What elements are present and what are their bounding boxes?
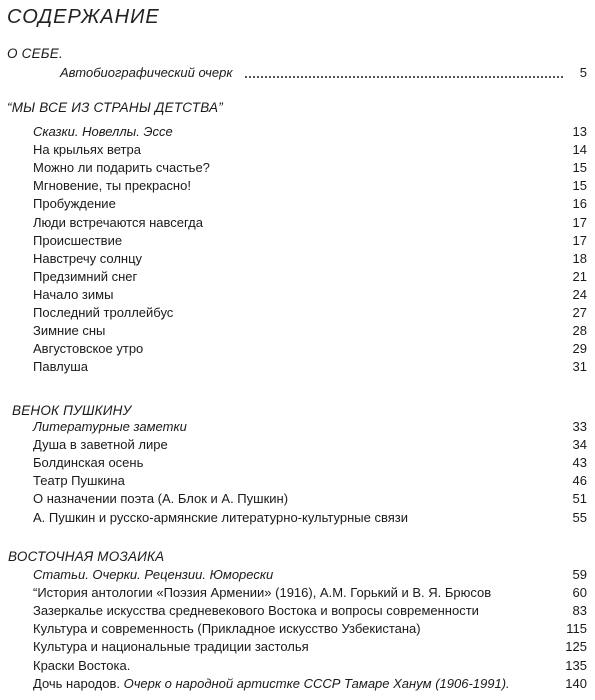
toc-entry-page: 33 bbox=[572, 419, 587, 434]
toc-entry-title bbox=[33, 287, 113, 302]
toc-entry[interactable] bbox=[0, 305, 595, 323]
toc-entry-label: Навстречу солнцу bbox=[33, 250, 143, 266]
toc-entry-label: Пробуждение bbox=[33, 196, 116, 212]
toc-entry-page: 43 bbox=[572, 455, 587, 471]
toc-entry-label: Августовское утро bbox=[33, 341, 144, 357]
toc-entry-page: 13 bbox=[572, 124, 587, 139]
toc-entry-title bbox=[33, 603, 479, 618]
toc-entry-page: 17 bbox=[572, 232, 587, 248]
toc-entry-page: 31 bbox=[572, 359, 587, 375]
toc-entry-title bbox=[33, 160, 210, 175]
toc-entry-title bbox=[33, 359, 88, 374]
toc-entry-page: 46 bbox=[572, 473, 587, 489]
toc-entry-page: 24 bbox=[572, 286, 587, 302]
toc-entry-label: Болдинская осень bbox=[33, 455, 144, 471]
toc-entry[interactable] bbox=[0, 341, 595, 359]
toc-entry-label: Зимние сны bbox=[33, 323, 106, 339]
toc-entry-title bbox=[33, 142, 141, 157]
toc-entry[interactable] bbox=[0, 287, 595, 305]
toc-entry-label: Краски Востока. bbox=[33, 657, 131, 673]
toc-entry-label: Литературные заметки bbox=[33, 419, 187, 434]
toc-entry-label: Предзимний снег bbox=[33, 268, 138, 284]
toc-entry-page: 15 bbox=[572, 160, 587, 176]
toc-entry-label: Культура и современность (Прикладное искусство Узбекистана) bbox=[33, 621, 421, 637]
toc-entry-title bbox=[33, 323, 105, 338]
toc-entry-label: Мгновение, ты прекрасно! bbox=[33, 178, 191, 194]
toc-entry[interactable] bbox=[0, 251, 595, 269]
toc-entry-subtitle: Очерк о народной артистке СССР Тамаре Ханум (1906-1991). bbox=[119, 675, 510, 691]
toc-entry-page: 55 bbox=[572, 509, 587, 525]
toc-entry-label: “История антологии «Поэзия Армении» (1916), А.М. Горький и В. Я. Брюсов bbox=[33, 585, 492, 601]
toc-entry[interactable] bbox=[0, 567, 595, 585]
toc-entry[interactable] bbox=[0, 323, 595, 341]
toc-entry-page: 115 bbox=[566, 621, 587, 637]
toc-entry-page: 27 bbox=[572, 305, 587, 320]
toc-entry-title bbox=[60, 65, 232, 80]
toc-entry-label: Душа в заветной лире bbox=[33, 437, 168, 453]
toc-entry-label: А. Пушкин и русско-армянские литературно-культурные связи bbox=[33, 509, 408, 525]
toc-entry-label: Сказки. Новеллы. Эссе bbox=[33, 124, 173, 139]
toc-entry-label: На крыльях ветра bbox=[33, 142, 141, 158]
toc-entry-page: 83 bbox=[572, 603, 587, 619]
toc-entry-label: Зазеркалье искусства средневекового Востока и вопросы современности bbox=[33, 603, 479, 619]
toc-entry-page: 17 bbox=[572, 214, 587, 230]
toc-entry-page: 5 bbox=[579, 65, 587, 80]
toc-entry[interactable] bbox=[0, 269, 595, 287]
section-heading: “МЫ ВСЕ ИЗ СТРАНЫ ДЕТСТВА” bbox=[7, 100, 223, 115]
toc-entry[interactable] bbox=[0, 473, 595, 491]
toc-entry-title bbox=[33, 341, 143, 356]
section-heading: ВОСТОЧНАЯ МОЗАИКА bbox=[8, 549, 165, 564]
toc-entry-page: 28 bbox=[572, 323, 587, 339]
toc-entry[interactable] bbox=[0, 603, 595, 621]
section-heading: О СЕБЕ. bbox=[7, 46, 63, 61]
toc-entry[interactable] bbox=[0, 676, 595, 694]
toc-entry[interactable] bbox=[0, 142, 595, 160]
toc-entry[interactable] bbox=[0, 437, 595, 455]
toc-entry-title bbox=[33, 567, 273, 582]
toc-entry[interactable] bbox=[0, 215, 595, 233]
toc-entry-title bbox=[33, 124, 173, 139]
toc-entry-label: Театр Пушкина bbox=[33, 473, 125, 489]
toc-entry-title bbox=[33, 269, 137, 284]
toc-entry-label: Можно ли подарить счастье? bbox=[33, 160, 210, 176]
toc-entry-title bbox=[33, 305, 173, 320]
toc-entry-page: 18 bbox=[572, 250, 587, 266]
toc-entry[interactable] bbox=[0, 639, 595, 657]
toc-entry-page: 140 bbox=[565, 675, 587, 691]
toc-entry[interactable] bbox=[0, 621, 595, 639]
toc-entry-page: 21 bbox=[572, 268, 587, 284]
toc-entry-title bbox=[33, 585, 491, 600]
toc-entry-title bbox=[33, 455, 143, 470]
toc-entry-title bbox=[33, 658, 130, 673]
toc-entry[interactable] bbox=[0, 359, 595, 377]
toc-entry-page: 59 bbox=[572, 567, 587, 582]
toc-entry-label: Павлуша bbox=[33, 359, 88, 375]
toc-entry-title bbox=[33, 196, 116, 211]
toc-entry-page: 29 bbox=[572, 341, 587, 357]
toc-entry-page: 125 bbox=[565, 639, 587, 655]
toc-entry-title bbox=[33, 491, 288, 506]
toc-entry-page: 16 bbox=[572, 196, 587, 212]
toc-entry-label: Люди встречаются навсегда bbox=[33, 214, 203, 230]
toc-entry-page: 135 bbox=[565, 657, 587, 673]
toc-entry[interactable] bbox=[0, 233, 595, 251]
page-title: СОДЕРЖАНИЕ bbox=[7, 6, 160, 28]
toc-entry-label: Последний троллейбус bbox=[33, 305, 174, 320]
dot-leader bbox=[245, 65, 563, 83]
toc-entry-title bbox=[33, 437, 168, 452]
toc-entry-title bbox=[33, 419, 187, 434]
toc-entry[interactable] bbox=[0, 510, 595, 528]
toc-entry-page: 51 bbox=[572, 491, 587, 507]
toc-entry-label: Происшествие bbox=[33, 232, 123, 248]
toc-entry-title bbox=[33, 233, 122, 248]
toc-entry-label: Автобиографический очерк bbox=[60, 65, 233, 80]
toc-entry-page: 60 bbox=[572, 585, 587, 601]
toc-entry[interactable] bbox=[0, 178, 595, 196]
toc-entry[interactable] bbox=[0, 585, 595, 603]
toc-entry-title bbox=[33, 473, 125, 488]
toc-entry-label: Статьи. Очерки. Рецензии. Юморески bbox=[33, 567, 274, 582]
toc-entry[interactable] bbox=[0, 65, 595, 83]
toc-entry-page: 15 bbox=[572, 178, 587, 194]
toc-entry-title bbox=[33, 215, 203, 230]
toc-entry-label: Начало зимы bbox=[33, 286, 114, 302]
toc-entry[interactable] bbox=[0, 419, 595, 437]
toc-entry[interactable] bbox=[0, 124, 595, 142]
toc-entry[interactable] bbox=[0, 160, 595, 178]
toc-entry-title bbox=[33, 510, 408, 525]
toc-entry[interactable] bbox=[0, 196, 595, 214]
toc-entry-label: Культура и национальные традиции застолья bbox=[33, 639, 309, 655]
toc-entry-label: Дочь народов. bbox=[33, 675, 120, 691]
toc-entry-title bbox=[33, 639, 309, 654]
toc-entry[interactable] bbox=[0, 491, 595, 509]
toc-entry-label: О назначении поэта (А. Блок и А. Пушкин) bbox=[33, 491, 289, 507]
toc-entry-page: 34 bbox=[572, 437, 587, 453]
toc-entry-title bbox=[33, 621, 421, 636]
toc-entry[interactable] bbox=[0, 658, 595, 676]
toc-entry-page: 14 bbox=[572, 142, 587, 158]
toc-entry-title bbox=[33, 251, 142, 266]
toc-entry[interactable] bbox=[0, 455, 595, 473]
toc-entry-title bbox=[33, 178, 191, 193]
section-heading: ВЕНОК ПУШКИНУ bbox=[12, 403, 132, 418]
toc-entry-title bbox=[33, 676, 510, 691]
